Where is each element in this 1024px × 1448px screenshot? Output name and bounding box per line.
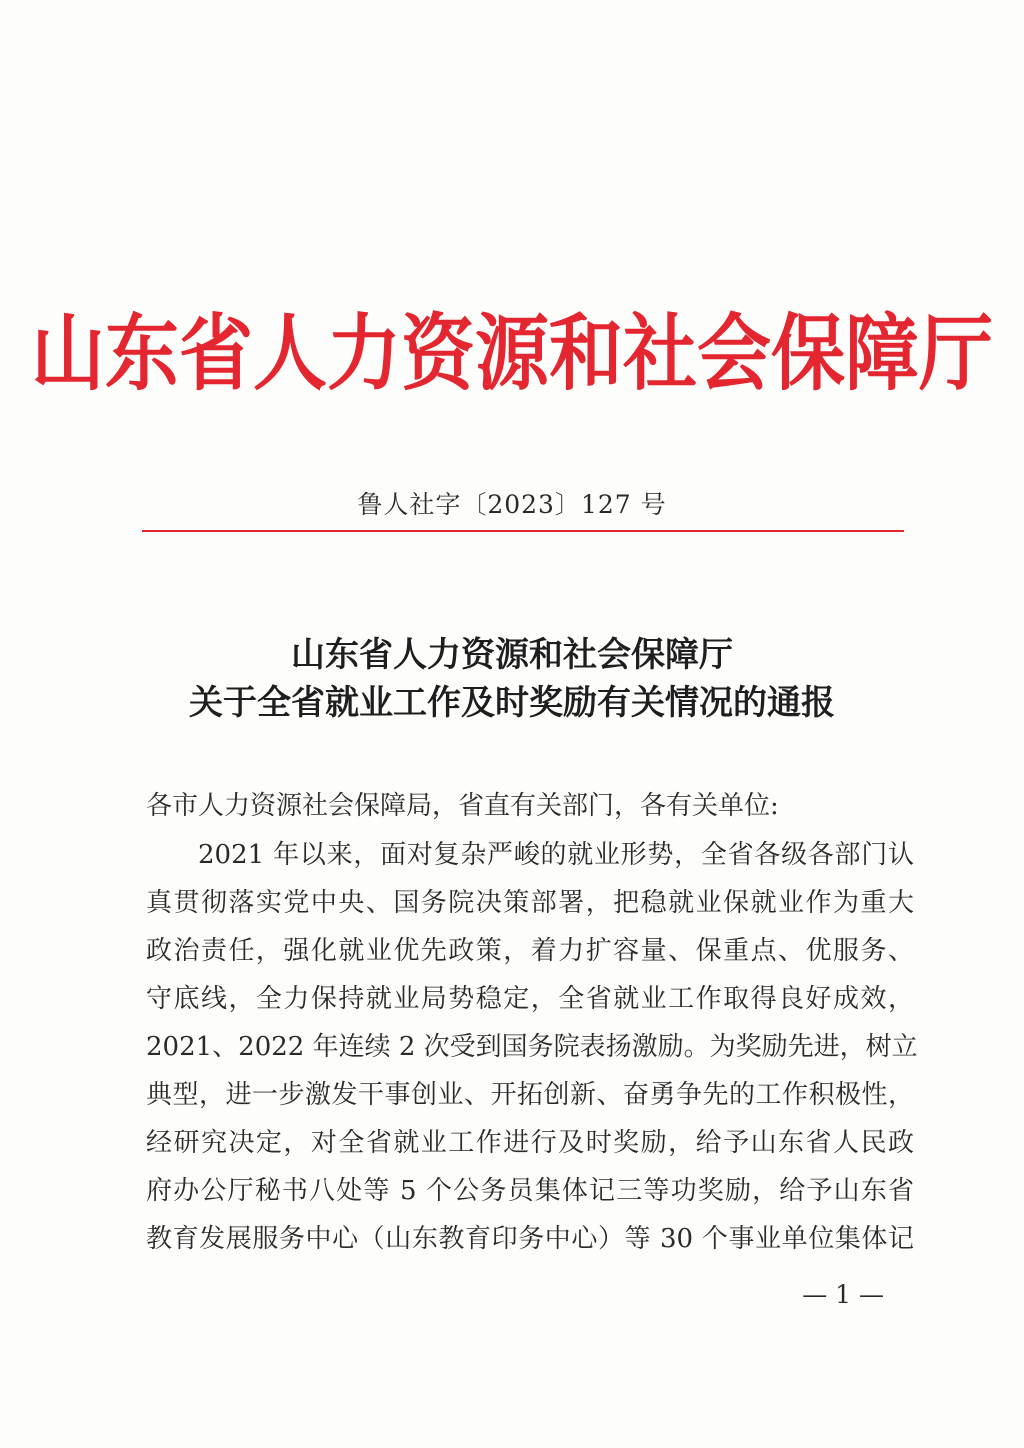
page-number: — 1 — xyxy=(802,1280,884,1309)
paragraph-line: 守底线，全力保持就业局势稳定，全省就业工作取得良好成效， xyxy=(146,984,914,1014)
paragraph-line: 2021 年以来，面对复杂严峻的就业形势，全省各级各部门认 xyxy=(198,840,914,870)
paragraph-line: 教育发展服务中心（山东教育印务中心）等 30 个事业单位集体记 xyxy=(146,1224,914,1254)
paragraph-line: 经研究决定，对全省就业工作进行及时奖励，给予山东省人民政 xyxy=(146,1128,914,1158)
paragraph-line: 府办公厅秘书八处等 5 个公务员集体记三等功奖励，给予山东省 xyxy=(146,1176,914,1206)
salutation: 各市人力资源社会保障局，省直有关部门，各有关单位: xyxy=(146,791,779,821)
document-title-line-2: 关于全省就业工作及时奖励有关情况的通报 xyxy=(189,683,835,723)
paragraph-line: 2021、2022 年连续 2 次受到国务院表扬激励。为奖励先进，树立 xyxy=(146,1032,918,1062)
paragraph-line: 真贯彻落实党中央、国务院决策部署，把稳就业保就业作为重大 xyxy=(146,888,914,918)
red-divider-line xyxy=(142,530,904,532)
document-number: 鲁人社字〔2023〕127 号 xyxy=(357,490,667,519)
paragraph-line: 政治责任，强化就业优先政策，着力扩容量、保重点、优服务、 xyxy=(146,936,914,966)
issuer-masthead: 山东省人力资源和社会保障厅 xyxy=(31,305,993,403)
document-title-line-1: 山东省人力资源和社会保障厅 xyxy=(291,635,733,675)
paragraph-line: 典型，进一步激发干事创业、开拓创新、奋勇争先的工作积极性， xyxy=(146,1080,914,1110)
body-paragraph xyxy=(146,831,918,1263)
